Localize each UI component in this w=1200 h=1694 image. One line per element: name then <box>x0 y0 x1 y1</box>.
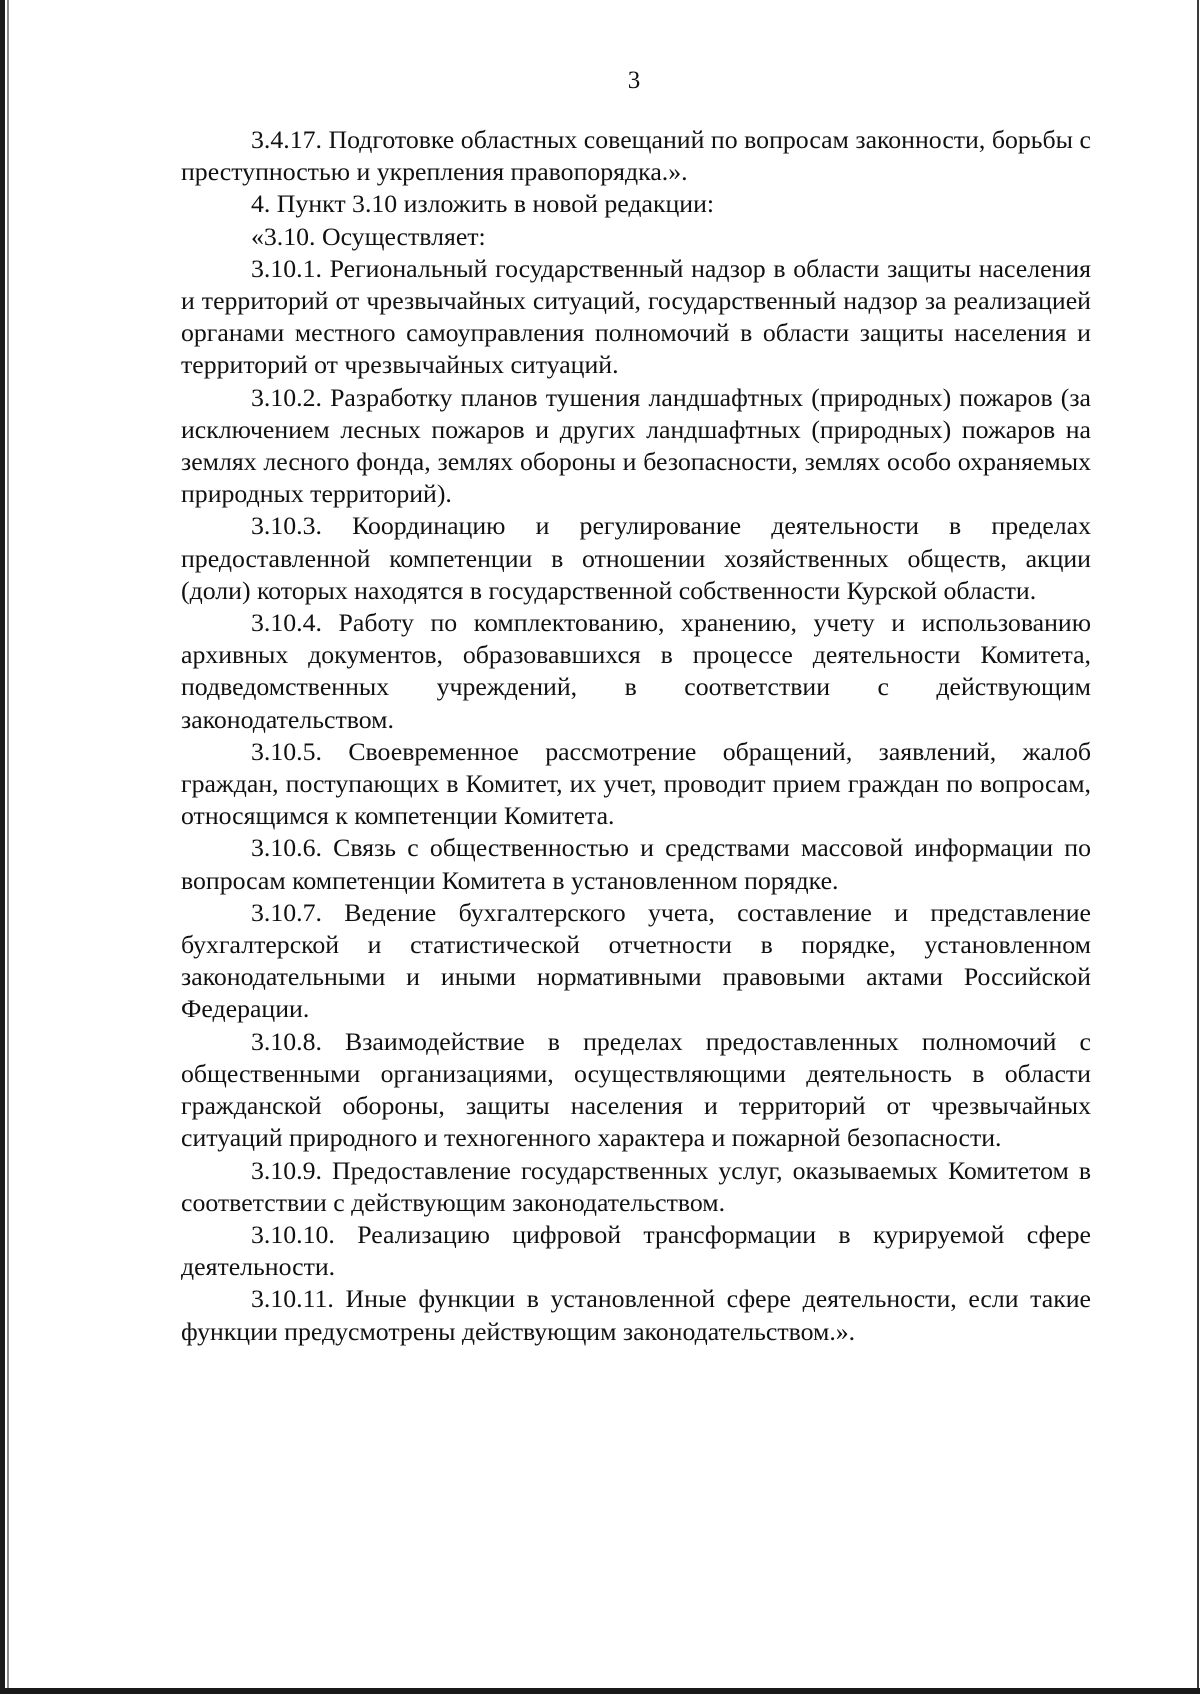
paragraph-3-10-7: 3.10.7. Ведение бухгалтерского учета, составление и представление бухгалтерской и статистической отчетности в порядке, установленном законодательными и иными нормативными правовыми актами Российской Федерации. <box>181 897 1091 1024</box>
paragraph-item-4: 4. Пункт 3.10 изложить в новой редакции: <box>251 189 715 219</box>
paragraph-3-10-1: 3.10.1. Региональный государственный надзор в области защиты населения и территорий от чрезвычайных ситуаций, государственный надзор за реализацией органами местного самоуправления полномочий в области защиты населения и территорий от чрезвычайных ситуаций. <box>181 253 1091 380</box>
paragraph-3-10-11: 3.10.11. Иные функции в установленной сфере деятельности, если такие функции предусмотрены действующим законодательством.». <box>181 1284 1091 1346</box>
document-body <box>181 124 1091 1348</box>
paragraph-3-4-17: 3.4.17. Подготовке областных совещаний по вопросам законности, борьбы с преступностью и укрепления правопорядка.». <box>181 125 1091 187</box>
paragraph-3-10-9: 3.10.9. Предоставление государственных услуг, оказываемых Комитетом в соответствии с действующим законодательством. <box>181 1155 1091 1217</box>
paragraph-3-10-8: 3.10.8. Взаимодействие в пределах предоставленных полномочий с общественными организациями, осуществляющими деятельность в области гражданской обороны, защиты населения и территорий от чрезвычайных ситуаций природного и техногенного характера и пожарной безопасности. <box>181 1026 1091 1153</box>
scan-edge-left-shadow <box>7 0 9 1694</box>
paragraph-3-10-heading: «3.10. Осуществляет: <box>251 221 486 251</box>
scan-edge-right <box>1197 0 1199 1694</box>
scan-edge-bottom <box>0 1688 1200 1694</box>
paragraph-3-10-5: 3.10.5. Своевременное рассмотрение обращений, заявлений, жалоб граждан, поступающих в Комитет, их учет, проводит прием граждан по вопросам, относящимся к компетенции Комитета. <box>181 736 1091 831</box>
paragraph-3-10-10: 3.10.10. Реализацию цифровой трансформации в курируемой сфере деятельности. <box>181 1219 1091 1282</box>
scan-edge-left <box>0 0 5 1694</box>
paragraph-3-10-2: 3.10.2. Разработку планов тушения ландшафтных (природных) пожаров (за исключением лесных пожаров и других ландшафтных (природных) пожаров на землях лесного фонда, землях обороны и безопасности, землях особо охраняемых природных территорий). <box>181 382 1091 509</box>
paragraph-3-10-3: 3.10.3. Координацию и регулирование деятельности в пределах предоставленной компетенции в отношении хозяйственных обществ, акции (доли) которых находятся в государственной собственности Курской области. <box>181 511 1091 605</box>
page-number: 3 <box>627 67 641 94</box>
paragraph-3-10-6: 3.10.6. Связь с общественностью и средствами массовой информации по вопросам компетенции Комитета в установленном порядке. <box>181 833 1091 895</box>
paragraph-3-10-4: 3.10.4. Работу по комплектованию, хранению, учету и использованию архивных документов, образовавшихся в процессе деятельности Комитета, подведомственных учреждений, в соответствии с действующим законодательством. <box>181 608 1091 734</box>
